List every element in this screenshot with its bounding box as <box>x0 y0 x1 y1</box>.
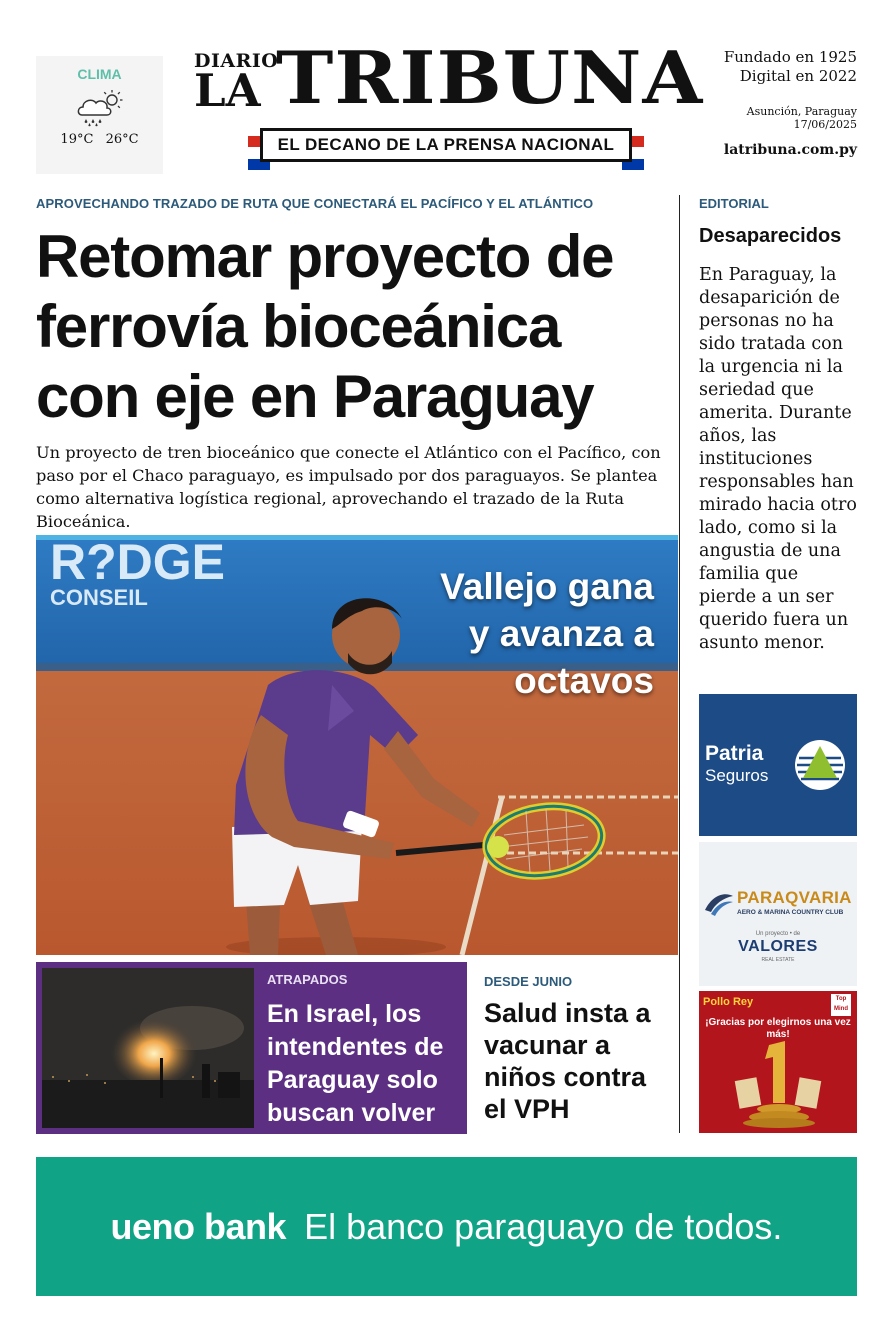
masthead-logo[interactable] <box>194 35 704 176</box>
vph-story-card[interactable] <box>484 962 676 1134</box>
photo-headline-line: octavos <box>514 660 654 701</box>
top-mind-badge: Top Mind <box>831 994 851 1016</box>
israel-night-photo <box>42 968 254 1128</box>
editorial-text: En Paraguay, la desaparición de personas no ha sido tratada con la urgencia ni la seriedad que amerita. Durante años, las instituciones responsables han mirado hacia otro lado, como si la angustia de una familia que pierde a un ser querido fuera un asunto menor. <box>699 265 857 653</box>
main-story-headline[interactable]: Retomar proyecto de ferrovía bioceánica con eje en Paraguay <box>36 223 614 430</box>
edition-date: 17/06/2025 <box>793 118 857 131</box>
ueno-bank-ad-banner[interactable] <box>36 1157 857 1296</box>
logo-diario: DIARIO <box>194 50 279 72</box>
tagline-box <box>260 128 632 162</box>
red-ad-brand: Pollo Rey <box>703 996 754 1008</box>
paraqvaria-project: Un proyecto • de <box>755 931 801 937</box>
editorial-title[interactable]: Desaparecidos <box>699 225 842 247</box>
paraqvaria-wings-icon <box>703 890 735 918</box>
weather-temps <box>36 132 163 147</box>
ueno-bank-logo: ueno bank <box>110 1205 287 1247</box>
vph-story-headline[interactable]: Salud insta a vacunar a niños contra el VPH <box>484 998 651 1124</box>
edition-meta <box>724 48 857 158</box>
rain-cloud-sun-icon <box>74 88 126 128</box>
logo-la: LA <box>194 64 261 117</box>
photo-story-headline <box>440 563 654 704</box>
photo-headline-line: Vallejo gana <box>440 566 654 607</box>
logo-tribuna: TRIBUNA <box>276 35 704 120</box>
sponsor-line2: CONSEIL <box>50 585 148 610</box>
sponsor-line1: R?DGE <box>50 535 225 590</box>
israel-story-card[interactable] <box>36 962 467 1134</box>
main-story-lede: Un proyecto de tren bioceánico que conecte el Atlántico con el Pacífico, con paso por el Chaco paraguayo, es impulsado por dos paraguayos. Se plantea como alternativa logística regional, aprovechando el trazado de la Ruta Bioceánica. <box>36 443 661 531</box>
founded-line: Fundado en 1925 <box>723 48 857 66</box>
paraqvaria-club: AERO & MARINA COUNTRY CLUB <box>737 909 844 916</box>
max-temp: 26°C <box>105 132 139 147</box>
weather-label: CLIMA <box>77 66 122 82</box>
patria-ad-sub: Seguros <box>705 766 769 785</box>
israel-story-kicker: ATRAPADOS <box>267 972 348 987</box>
digital-line: Digital en 2022 <box>739 67 857 85</box>
patria-seguros-ad[interactable] <box>699 694 857 836</box>
gold-trophy-icon <box>733 1039 823 1129</box>
min-temp: 19°C <box>60 132 94 147</box>
editorial-kicker: EDITORIAL <box>699 196 769 211</box>
patria-logo-icon <box>793 738 847 792</box>
photo-headline-line: y avanza a <box>468 613 654 654</box>
paraqvaria-ad[interactable] <box>699 842 857 986</box>
valores-realestate: REAL ESTATE <box>761 957 795 963</box>
paraqvaria-name: PARAQVARIA <box>737 888 852 907</box>
ueno-bank-tagline: El banco paraguayo de todos. <box>304 1205 783 1247</box>
red-ad-message: ¡Gracias por elegirnos una vez más! <box>705 1017 851 1040</box>
pollo-rey-ad[interactable] <box>699 991 857 1133</box>
valores-name: VALORES <box>738 938 818 955</box>
vph-story-kicker: DESDE JUNIO <box>484 974 573 989</box>
edition-city: Asunción, Paraguay <box>746 105 857 118</box>
masthead-tagline-banner <box>248 126 644 172</box>
main-story-kicker: APROVECHANDO TRAZADO DE RUTA QUE CONECTARÁ EL PACÍFICO Y EL ATLÁNTICO <box>36 196 594 211</box>
masthead-tagline: EL DECANO DE LA PRENSA NACIONAL <box>277 135 615 154</box>
patria-ad-name: Patria <box>705 742 764 765</box>
weather-widget <box>36 56 163 174</box>
column-divider <box>679 195 680 1133</box>
israel-story-headline[interactable]: En Israel, los intendentes de Paraguay solo buscan volver <box>267 1000 444 1127</box>
tennis-photo-story[interactable] <box>36 535 678 955</box>
site-url-link[interactable]: latribuna.com.py <box>723 142 857 158</box>
